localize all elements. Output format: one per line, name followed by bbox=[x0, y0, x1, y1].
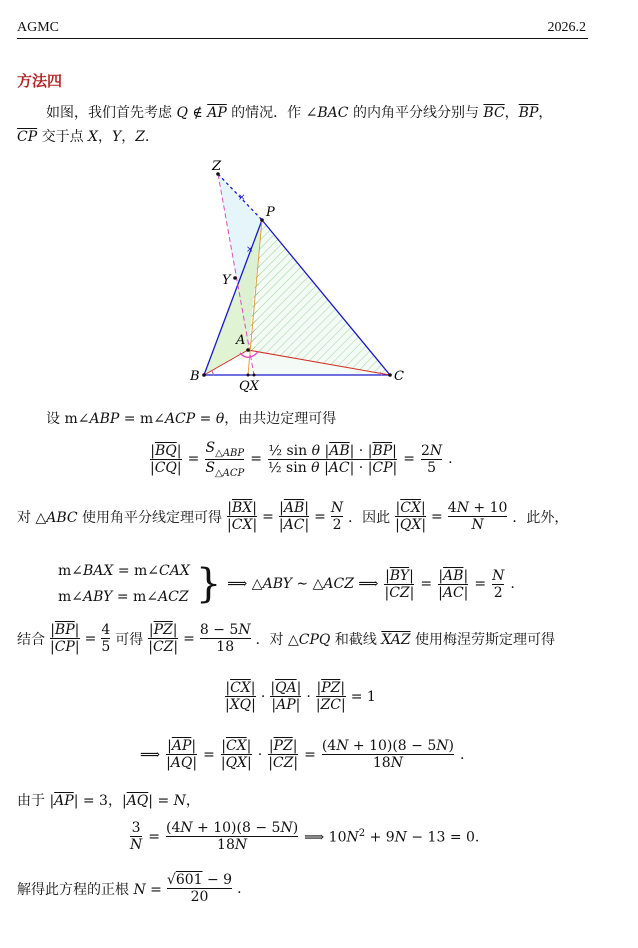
label-a: A bbox=[236, 333, 246, 348]
tick-zp: × bbox=[238, 193, 246, 203]
region-pc bbox=[254, 220, 390, 375]
label-c: C bbox=[394, 369, 404, 384]
eq2: m∠BAX = m∠CAX m∠ABY = m∠ACZ } ⟹ △ABY ∼ △ACZ ⟹ $\frac{|\overline{BY}|}{|\overline{CZ}|}$ = $\frac{|\overline{AB}|}{|\overline{AC}|}$ = $\frac{N}{2}$ . bbox=[58, 558, 515, 610]
eq1: $\frac{|\overline{BQ}|}{|\overline{CQ}|}$ = $S_{\triangle ABP}$ $S_{\triangle ACP}$ = $\frac{\frac{1}{2} \sin \theta |\overline{AB}| \cdot |\overline{BP}|}{\frac{1}{2} \sin \theta |\overline{AC}| \cdot |\overline{CP}|}$ = $\frac{2N}{5}$ . bbox=[150, 440, 453, 479]
para6: 解得此方程的正根 N = $\frac{√601 - 9}{20}$ . bbox=[17, 872, 242, 905]
eq2-line2: m∠ABY = m∠ACZ bbox=[58, 589, 189, 605]
para3: 对 △ABC 使用角平分线定理可得 $\frac{|\overline{BX}|}{|\overline{CX}|}$ = $\frac{|\overline{AB}|}{|\overline{AC}|}$ = $\frac{N}{2}$ ．因此 $\frac{|\overline{CX}|}{|\overline{QX}|}$ = $\frac{4N + 10}{N}$ ．此外， bbox=[17, 500, 569, 533]
eq5: $\frac{3}{N}$ = $\frac{(4N + 10)(8 - 5N)}{18N}$ ⟹ $10N^2 + 9N - 13 = 0$. bbox=[130, 820, 480, 853]
para4: 结合 $\frac{|\overline{BP}|}{|\overline{CP}|}$ = $\frac{4}{5}$ 可得 $\frac{|\overline{PZ}|}{|\overline{CZ}|}$ = $\frac{8 - 5N}{18}$ ．对 △CPQ 和截线 $\overline{XAZ}$ 使用梅涅劳斯定理可得 bbox=[17, 622, 556, 655]
label-y: Y bbox=[222, 273, 231, 288]
header-left: AGMC bbox=[17, 20, 60, 35]
point-c bbox=[388, 373, 392, 377]
header-right: 2026.2 bbox=[547, 20, 586, 35]
point-a bbox=[246, 348, 250, 352]
tick-yp: × bbox=[246, 245, 254, 255]
label-z: Z bbox=[212, 159, 222, 174]
point-q bbox=[247, 374, 250, 377]
section-title: 方法四 bbox=[17, 72, 63, 90]
label-b: B bbox=[190, 369, 200, 384]
label-qx: QX bbox=[239, 379, 259, 394]
eq3: $|\overline{CX}|$ $|\overline{XQ}|$ · $|\overline{QA}|$ $|\overline{AP}|$ · $\frac{|\overline{PZ}|}{|\overline{ZC}|}$ = 1 bbox=[225, 680, 376, 713]
point-b bbox=[202, 373, 206, 377]
eq4: ⟹ $\frac{|\overline{AP}|}{|\overline{AQ}|}$ = $\frac{|\overline{CX}|}{|\overline{QX}|}$ · $\frac{|\overline{PZ}|}{|\overline{CZ}|}$ = $\frac{(4N + 10)(8 - 5N)}{18N}$ . bbox=[140, 738, 465, 771]
label-p: P bbox=[266, 205, 275, 220]
geometry-figure bbox=[180, 150, 420, 395]
para1-line2: $\overline{CP}$ 交于点 X，Y，Z． bbox=[17, 129, 159, 145]
para1-line1: 如图，我们首先考虑 Q ∉ $\overline{AP}$ 的情况．作 ∠BAC 的内角平分线分别与 $\overline{BC}$，$\overline{BP}$， bbox=[46, 105, 553, 121]
eq2-line1: m∠BAX = m∠CAX bbox=[58, 563, 190, 579]
point-p bbox=[260, 218, 264, 222]
point-y bbox=[233, 276, 237, 280]
point-x bbox=[253, 374, 256, 377]
header-rule bbox=[17, 38, 588, 39]
para2: 设 m∠ABP = m∠ACP = θ，由共边定理可得 bbox=[46, 411, 337, 427]
para5: 由于 $|\overline{AP}| = 3$，$|\overline{AQ}| = N$， bbox=[17, 793, 200, 809]
